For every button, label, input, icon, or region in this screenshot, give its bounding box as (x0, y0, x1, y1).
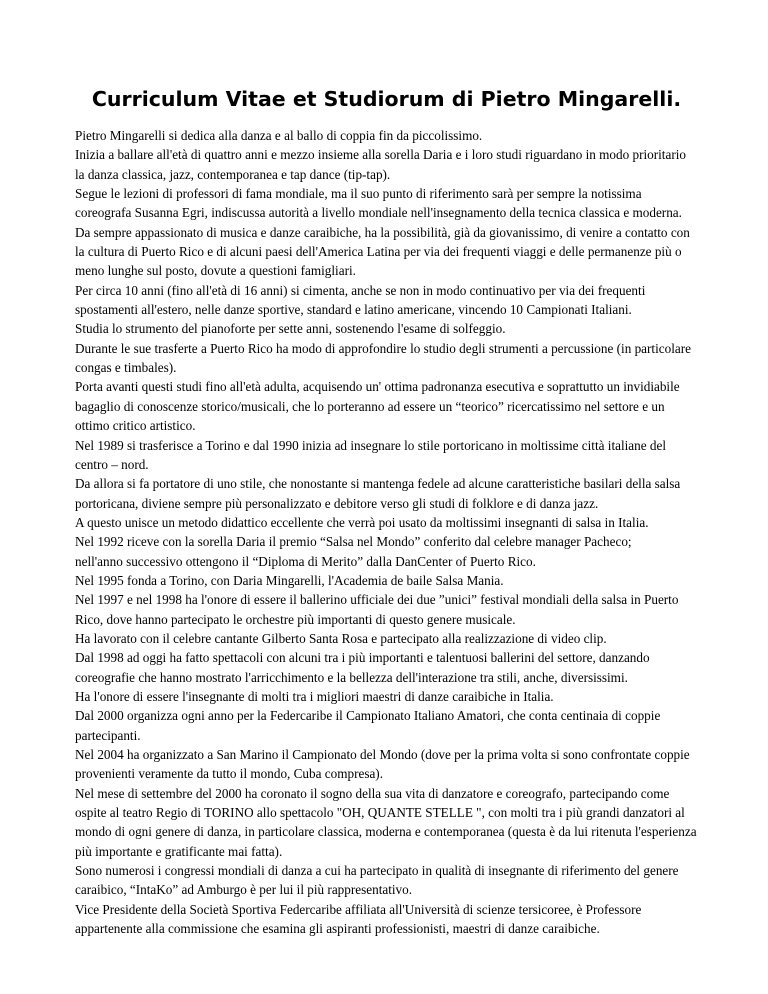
paragraph: Ha lavorato con il celebre cantante Gilberto Santa Rosa e partecipato alla realizzazione di video clip. (75, 630, 607, 646)
paragraph: Porta avanti questi studi fino all'età adulta, acquisendo un' ottima padronanza esecutiva e soprattutto un invidiabile bagaglio di conoscenze storico/musicali, che lo porteranno ad essere un “teorico” ricercatissimo nel settore e un ottimo critico artistico. (75, 379, 680, 434)
paragraph: Studia lo strumento del pianoforte per sette anni, sostenendo l'esame di solfeggio. (75, 321, 506, 337)
paragraph: Nel 1992 riceve con la sorella Daria il premio “Salsa nel Mondo” conferito dal celebre manager Pacheco; (75, 534, 632, 550)
paragraph: Pietro Mingarelli si dedica alla danza e al ballo di coppia fin da piccolissimo. (75, 128, 483, 143)
paragraph: Per circa 10 anni (fino all'età di 16 anni) si cimenta, anche se non in modo continuativo per via dei frequenti spostamenti all'estero, nelle danze sportive, standard e latino americane, vincendo 10 Campionati Italiani. (75, 282, 646, 318)
paragraph: nell'anno successivo ottengono il “Diploma di Merito” dalla DanCenter of Puerto Rico. (75, 553, 536, 569)
paragraph: Inizia a ballare all'età di quattro anni e mezzo insieme alla sorella Daria e i loro studi riguardano in modo prioritario la danza classica, jazz, contemporanea e tap dance (tip-tap). (75, 147, 686, 182)
paragraph: Nel 1995 fonda a Torino, con Daria Mingarelli, l'Academia de baile Salsa Mania. (75, 572, 504, 588)
paragraph: Nel 1997 e nel 1998 ha l'onore di essere il ballerino ufficiale dei due ”unici” festival mondiali della salsa in Puerto Rico, dove hanno partecipato le orchestre più importanti di questo genere musicale. (75, 592, 679, 627)
paragraph: Durante le sue trasferte a Puerto Rico ha modo di approfondire lo studio degli strumenti a percussione (in particolare congas e timbales). (75, 340, 691, 376)
paragraph: Da allora si fa portatore di uno stile, che nonostante si mantenga fedele ad alcune caratteristiche basilari della salsa portoricana, diviene sempre più personalizzato e debitore verso gli studi di folklore e di danza jazz. (75, 476, 681, 511)
paragraph: Sono numerosi i congressi mondiali di danza a cui ha partecipato in qualità di insegnante di riferimento del genere caraibico, “IntaKo” ad Amburgo è per lui il più rappresentativo. (75, 863, 679, 898)
document-body (75, 126, 698, 938)
paragraph: Vice Presidente della Società Sportiva Federcaribe affiliata all'Università di scienze tersicoree, è Professore appartenente alla commissione che esamina gli aspiranti professionisti, maestri di danze caraibiche. (75, 901, 642, 937)
paragraph: Dal 2000 organizza ogni anno per la Federcaribe il Campionato Italiano Amatori, che conta centinaia di coppie partecipanti. (75, 708, 661, 743)
document-title: Curriculum Vitae et Studiorum di Pietro Mingarelli. (91, 87, 682, 111)
paragraph: Ha l'onore di essere l'insegnante di molti tra i migliori maestri di danze caraibiche in Italia. (75, 688, 554, 704)
paragraph: A questo unisce un metodo didattico eccellente che verrà poi usato da moltissimi insegnanti di salsa in Italia. (75, 514, 649, 530)
paragraph: Segue le lezioni di professori di fama mondiale, ma il suo punto di riferimento sarà per sempre la notissima coreografa Susanna Egri, indiscussa autorità a livello mondiale nell'insegnamento della tecnica classica e moderna. (75, 186, 682, 221)
paragraph: Nel 1989 si trasferisce a Torino e dal 1990 inizia ad insegnare lo stile portoricano in moltissime città italiane del centro – nord. (75, 437, 667, 472)
paragraph: Da sempre appassionato di musica e danze caraibiche, ha la possibilità, già da giovanissimo, di venire a contatto con la cultura di Puerto Rico e di alcuni paesi dell'America Latina per via dei frequenti viaggi e delle permanenze più o meno lunghe sul posto, dovute a questioni famigliari. (75, 224, 690, 279)
paragraph: Nel 2004 ha organizzato a San Marino il Campionato del Mondo (dove per la prima volta si sono confrontate coppie provenienti veramente da tutto il mondo, Cuba compresa). (75, 747, 690, 782)
paragraph: Dal 1998 ad oggi ha fatto spettacoli con alcuni tra i più importanti e talentuosi ballerini del settore, danzando coreografie che hanno mostrato l'arricchimento e la bellezza dell'interazione tra stili, anche, diversissimi. (75, 650, 650, 685)
paragraph: Nel mese di settembre del 2000 ha coronato il sogno della sua vita di danzatore e coreografo, partecipando come ospite al teatro Regio di TORINO allo spettacolo "OH, QUANTE STELLE ", con molti tra i più grandi danzatori al mondo di ogni genere di danza, in particolare classica, moderna e contemporanea (questa è da lui ritenuta l'esperienza più importante e gratificante mai fatta). (75, 785, 697, 859)
